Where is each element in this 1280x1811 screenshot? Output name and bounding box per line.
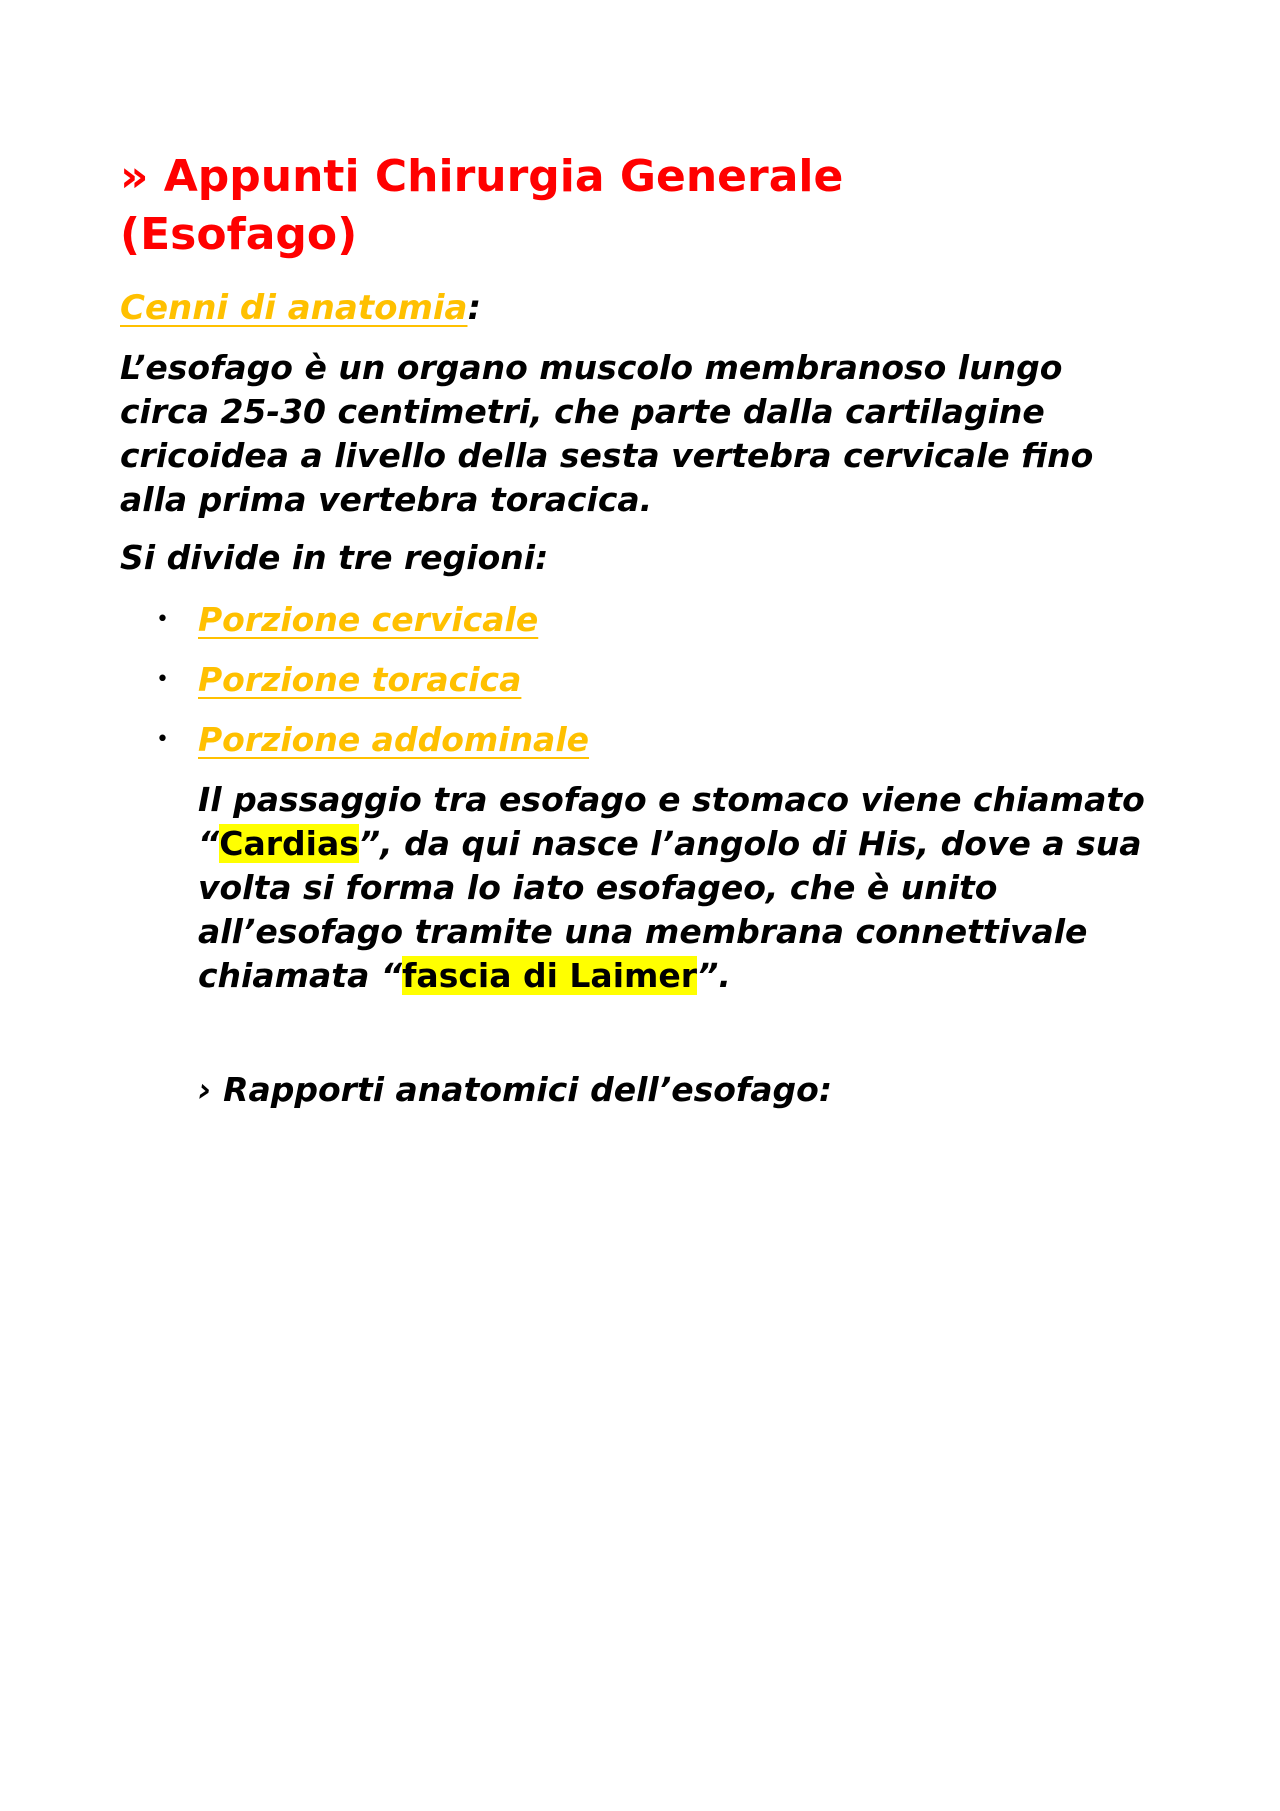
- passage-text-1: Il passaggio tra esofago e stomaco viene chiamato “: [198, 780, 1145, 863]
- region-label: Porzione addominale: [198, 720, 590, 759]
- list-item: [120, 658, 1180, 702]
- passage-text-3: ”.: [697, 956, 731, 995]
- regions-intro: Si divide in tre regioni:: [120, 538, 549, 577]
- highlight-cardias: Cardias: [219, 824, 359, 863]
- passage-text-2: ”, da qui nasce l’angolo di His, dove a sua volta si forma lo iato esofageo, che è unito all’esofago tramite una membrana connettivale chiamata “: [198, 824, 1142, 995]
- section-heading: [120, 286, 1180, 330]
- region-label: Porzione cervicale: [198, 600, 539, 639]
- highlight-fascia-laimer: fascia di Laimer: [402, 956, 698, 995]
- bullet-icon: •: [156, 727, 169, 752]
- document-page: [120, 148, 1180, 1112]
- section-heading-colon: :: [467, 288, 482, 328]
- bullet-icon: •: [156, 607, 169, 632]
- list-item: [120, 718, 1180, 762]
- region-label: Porzione toracica: [198, 660, 522, 699]
- section-heading-link: Cenni di anatomia: [120, 288, 468, 328]
- subheading-rapporti: › Rapporti anatomici dell’esofago:: [198, 1070, 833, 1109]
- passage-paragraph: [198, 778, 1158, 998]
- bullet-icon: •: [156, 667, 169, 692]
- document-title: » Appunti Chirurgia Generale (Esofago): [120, 151, 844, 260]
- intro-paragraph: L’esofago è un organo muscolo membranoso lungo circa 25-30 centimetri, che parte dalla cartilagine cricoidea a livello della sesta vertebra cervicale fino alla prima vertebra toracica.: [120, 348, 1094, 519]
- list-item: [120, 598, 1180, 642]
- regions-list: [120, 598, 1180, 762]
